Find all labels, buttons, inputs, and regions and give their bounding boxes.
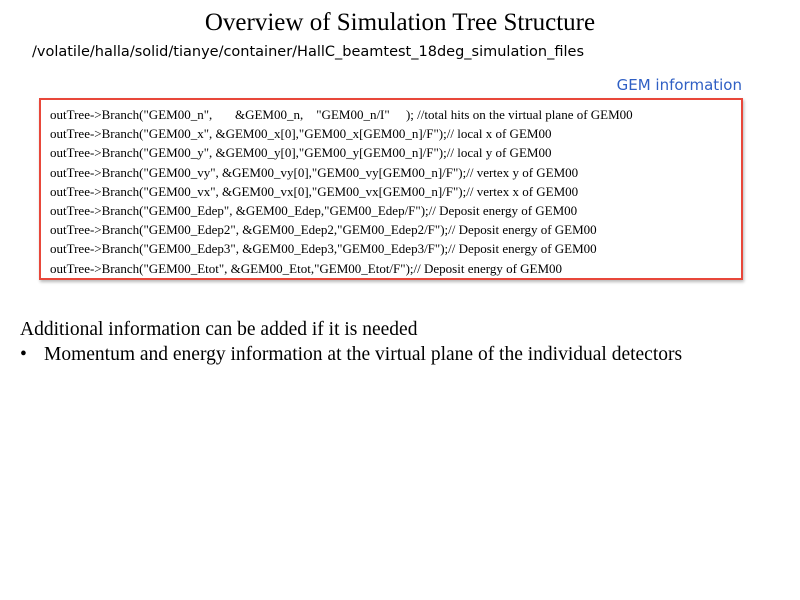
additional-info-heading: Additional information can be added if it is needed: [20, 319, 418, 340]
code-line: outTree->Branch("GEM00_n", &GEM00_n, "GEM00_n/I" ); //total hits on the virtual plane of GEM00: [50, 107, 633, 122]
code-line: outTree->Branch("GEM00_vx", &GEM00_vx[0],"GEM00_vx[GEM00_n]/F");// vertex x of GEM00: [50, 183, 579, 199]
file-path: /volatile/halla/solid/tianye/container/HallC_beamtest_18deg_simulation_files: [32, 44, 584, 60]
bullet-item: [20, 343, 790, 367]
bullet-dot: •: [20, 344, 27, 365]
gem-information-label: GEM information: [616, 76, 742, 94]
code-line: outTree->Branch("GEM00_Edep3", &GEM00_Edep3,"GEM00_Edep3/F");// Deposit energy of GEM00: [50, 241, 597, 257]
slide-title: Overview of Simulation Tree Structure: [204, 9, 596, 36]
code-line: outTree->Branch("GEM00_Edep2", &GEM00_Edep2,"GEM00_Edep2/F");// Deposit energy of GEM00: [50, 222, 597, 238]
code-line: outTree->Branch("GEM00_vy", &GEM00_vy[0],"GEM00_vy[GEM00_n]/F");// vertex y of GEM00: [50, 164, 579, 180]
bullet-text: Momentum and energy information at the virtual plane of the individual detectors: [44, 344, 683, 365]
code-line: outTree->Branch("GEM00_Etot", &GEM00_Etot,"GEM00_Etot/F");// Deposit energy of GEM00: [50, 260, 563, 276]
code-line: outTree->Branch("GEM00_Edep", &GEM00_Edep,"GEM00_Edep/F");// Deposit energy of GEM00: [50, 203, 578, 219]
code-box: [39, 98, 743, 280]
code-line: outTree->Branch("GEM00_x", &GEM00_x[0],"GEM00_x[GEM00_n]/F");// local x of GEM00: [50, 126, 552, 142]
code-line: outTree->Branch("GEM00_y", &GEM00_y[0],"GEM00_y[GEM00_n]/F");// local y of GEM00: [50, 145, 552, 161]
